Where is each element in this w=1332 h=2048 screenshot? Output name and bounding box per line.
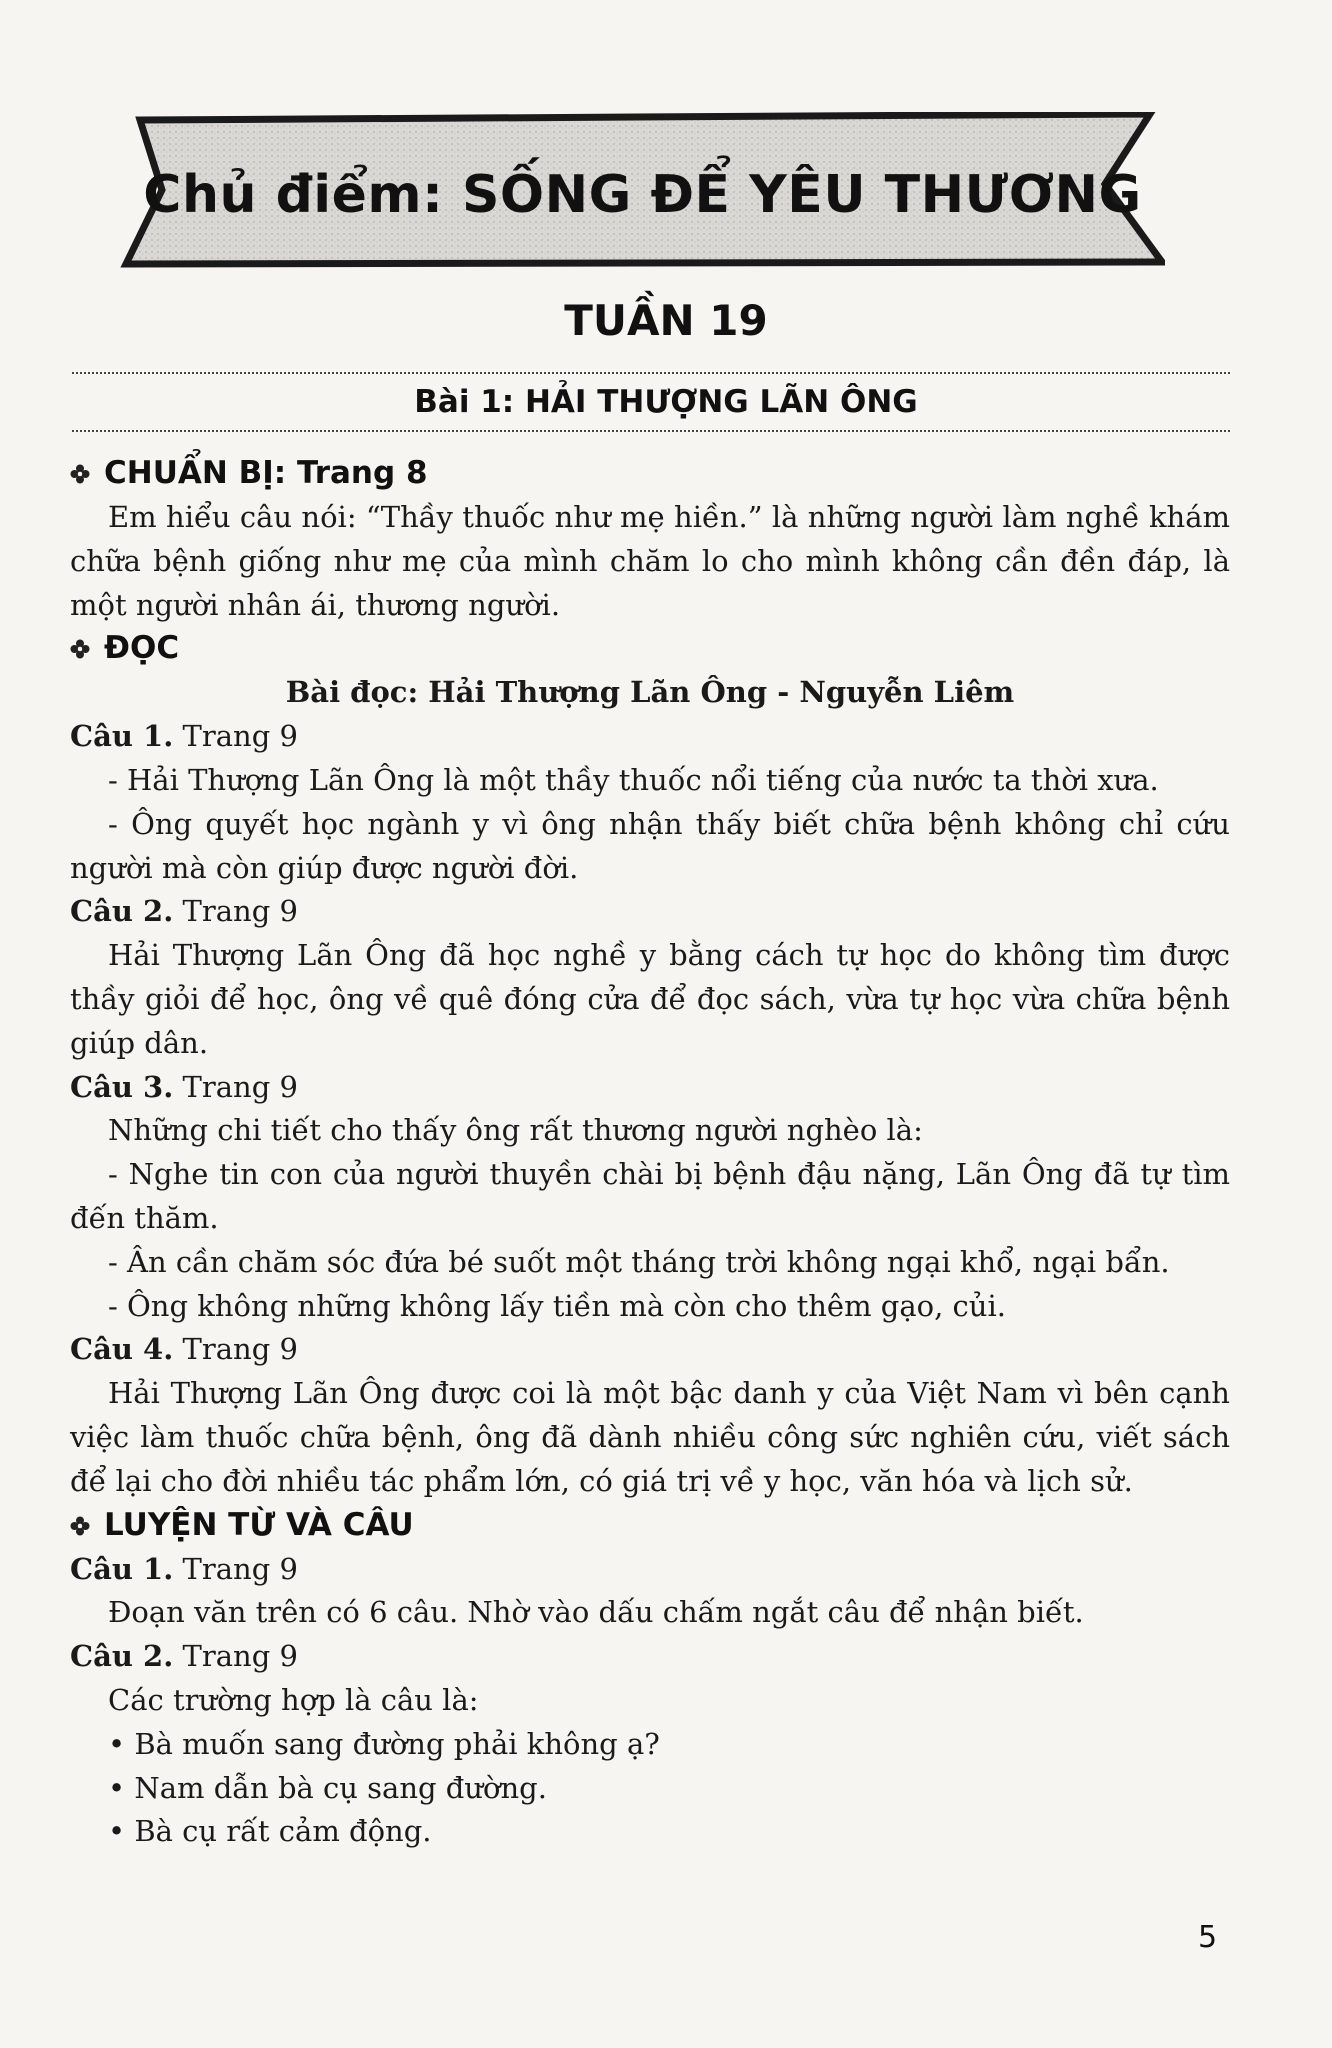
practice-heading: LUYỆN TỪ VÀ CÂU bbox=[104, 1506, 414, 1543]
reading-heading: ĐỌC bbox=[104, 630, 180, 667]
question-label: Câu 1. Trang 9 bbox=[70, 719, 298, 754]
question-label: Câu 2. Trang 9 bbox=[70, 894, 298, 929]
section-prepare bbox=[70, 452, 1230, 496]
theme-banner bbox=[120, 112, 1165, 270]
question-label: Câu 4. Trang 9 bbox=[70, 1332, 298, 1367]
answer-text: Hải Thượng Lãn Ông đã học nghề y bằng cách tự học do không tìm được thầy giỏi để học, ông về quê đóng cửa để đọc sách, vừa tự học vừa chữa bệnh giúp dân. bbox=[70, 938, 1230, 1060]
section-practice bbox=[70, 1504, 1230, 1548]
list-item: • Bà muốn sang đường phải không ạ? bbox=[108, 1726, 660, 1761]
prepare-heading: CHUẨN BỊ: Trang 8 bbox=[104, 455, 428, 492]
answer-line: - Ân cần chăm sóc đứa bé suốt một tháng trời không ngại khổ, ngại bẩn. bbox=[108, 1244, 1170, 1279]
lesson-content bbox=[70, 452, 1230, 1854]
week-title: TUẦN 19 bbox=[564, 296, 768, 345]
divider-top bbox=[72, 372, 1230, 374]
flower-bullet-icon bbox=[70, 1516, 90, 1536]
answer-line: - Ông quyết học ngành y vì ông nhận thấy biết chữa bệnh không chỉ cứu người mà còn giúp được người đời. bbox=[70, 806, 1230, 885]
lesson-title: Bài 1: HẢI THƯỢNG LÃN ÔNG bbox=[414, 384, 918, 420]
page-number: 5 bbox=[1198, 1920, 1218, 1955]
divider-bottom bbox=[72, 430, 1230, 432]
list-item: • Nam dẫn bà cụ sang đường. bbox=[108, 1770, 547, 1805]
question-label: Câu 2. Trang 9 bbox=[70, 1639, 298, 1674]
prepare-text: Em hiểu câu nói: “Thầy thuốc như mẹ hiền.” là những người làm nghề khám chữa bệnh giống như mẹ của mình chăm lo cho mình không cần đền đáp, là một người nhân ái, thương người. bbox=[70, 500, 1230, 622]
reading-title: Bài đọc: Hải Thượng Lãn Ông - Nguyễn Liêm bbox=[285, 675, 1015, 710]
answer-text: Hải Thượng Lãn Ông được coi là một bậc danh y của Việt Nam vì bên cạnh việc làm thuốc chữa bệnh, ông đã dành nhiều công sức nghiên cứu, viết sách để lại cho đời nhiều tác phẩm lớn, có giá trị về y học, văn hóa và lịch sử. bbox=[70, 1376, 1230, 1498]
answer-intro: Những chi tiết cho thấy ông rất thương người nghèo là: bbox=[108, 1113, 923, 1148]
theme-title: Chủ điểm: SỐNG ĐỂ YÊU THƯƠNG bbox=[143, 165, 1142, 225]
answer-text: Đoạn văn trên có 6 câu. Nhờ vào dấu chấm ngắt câu để nhận biết. bbox=[108, 1595, 1084, 1630]
question-label: Câu 1. Trang 9 bbox=[70, 1551, 298, 1586]
answer-intro: Các trường hợp là câu là: bbox=[108, 1682, 479, 1717]
question-label: Câu 3. Trang 9 bbox=[70, 1069, 298, 1104]
list-item: • Bà cụ rất cảm động. bbox=[108, 1814, 432, 1849]
answer-line: - Ông không những không lấy tiền mà còn cho thêm gạo, củi. bbox=[108, 1288, 1006, 1323]
flower-bullet-icon bbox=[70, 639, 90, 659]
answer-line: - Hải Thượng Lãn Ông là một thầy thuốc nổi tiếng của nước ta thời xưa. bbox=[108, 762, 1159, 797]
answer-line: - Nghe tin con của người thuyền chài bị bệnh đậu nặng, Lãn Ông đã tự tìm đến thăm. bbox=[70, 1157, 1230, 1235]
flower-bullet-icon bbox=[70, 464, 90, 484]
section-reading bbox=[70, 627, 1230, 671]
